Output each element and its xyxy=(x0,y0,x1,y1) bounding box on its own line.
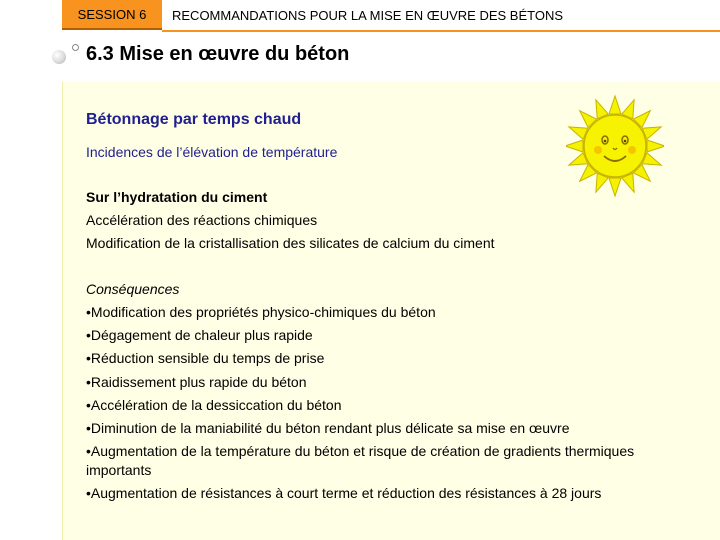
consequence-item: •Augmentation de résistances à court terme et réduction des résistances à 28 jours xyxy=(86,485,602,501)
hydration-item: Accélération des réactions chimiques xyxy=(86,212,318,228)
session-tab: SESSION 6 xyxy=(62,0,162,30)
hydration-title: Sur l’hydratation du ciment xyxy=(86,189,268,205)
header-divider xyxy=(162,30,720,32)
header-bar xyxy=(0,0,720,32)
consequence-item: •Accélération de la dessiccation du béton xyxy=(86,397,342,413)
consequence-item: •Augmentation de la température du béton et risque de création de gradients thermiques xyxy=(86,443,635,459)
content-heading: Bétonnage par temps chaud xyxy=(86,111,302,128)
sun-icon xyxy=(566,94,664,198)
consequence-item: •Diminution de la maniabilité du béton rendant plus délicate sa mise en œuvre xyxy=(86,420,570,436)
consequence-item: •Dégagement de chaleur plus rapide xyxy=(86,327,313,343)
consequence-item: •Modification des propriétés physico-chimiques du béton xyxy=(86,304,436,320)
consequence-item-continuation: importants xyxy=(86,462,152,478)
content-subheading: Incidences de l’élévation de température xyxy=(86,144,338,160)
section-title: 6.3 Mise en œuvre du béton xyxy=(86,43,350,65)
consequences-title: Conséquences xyxy=(86,281,180,297)
consequence-item: •Raidissement plus rapide du béton xyxy=(86,374,307,390)
consequence-item: •Réduction sensible du temps de prise xyxy=(86,350,325,366)
header-title: RECOMMANDATIONS POUR LA MISE EN ŒUVRE DES BÉTONS xyxy=(172,8,564,23)
hydration-item: Modification de la cristallisation des silicates de calcium du ciment xyxy=(86,235,495,251)
bullet-orb-icon xyxy=(52,50,66,64)
left-margin xyxy=(0,32,62,540)
small-circle-icon xyxy=(72,44,79,51)
